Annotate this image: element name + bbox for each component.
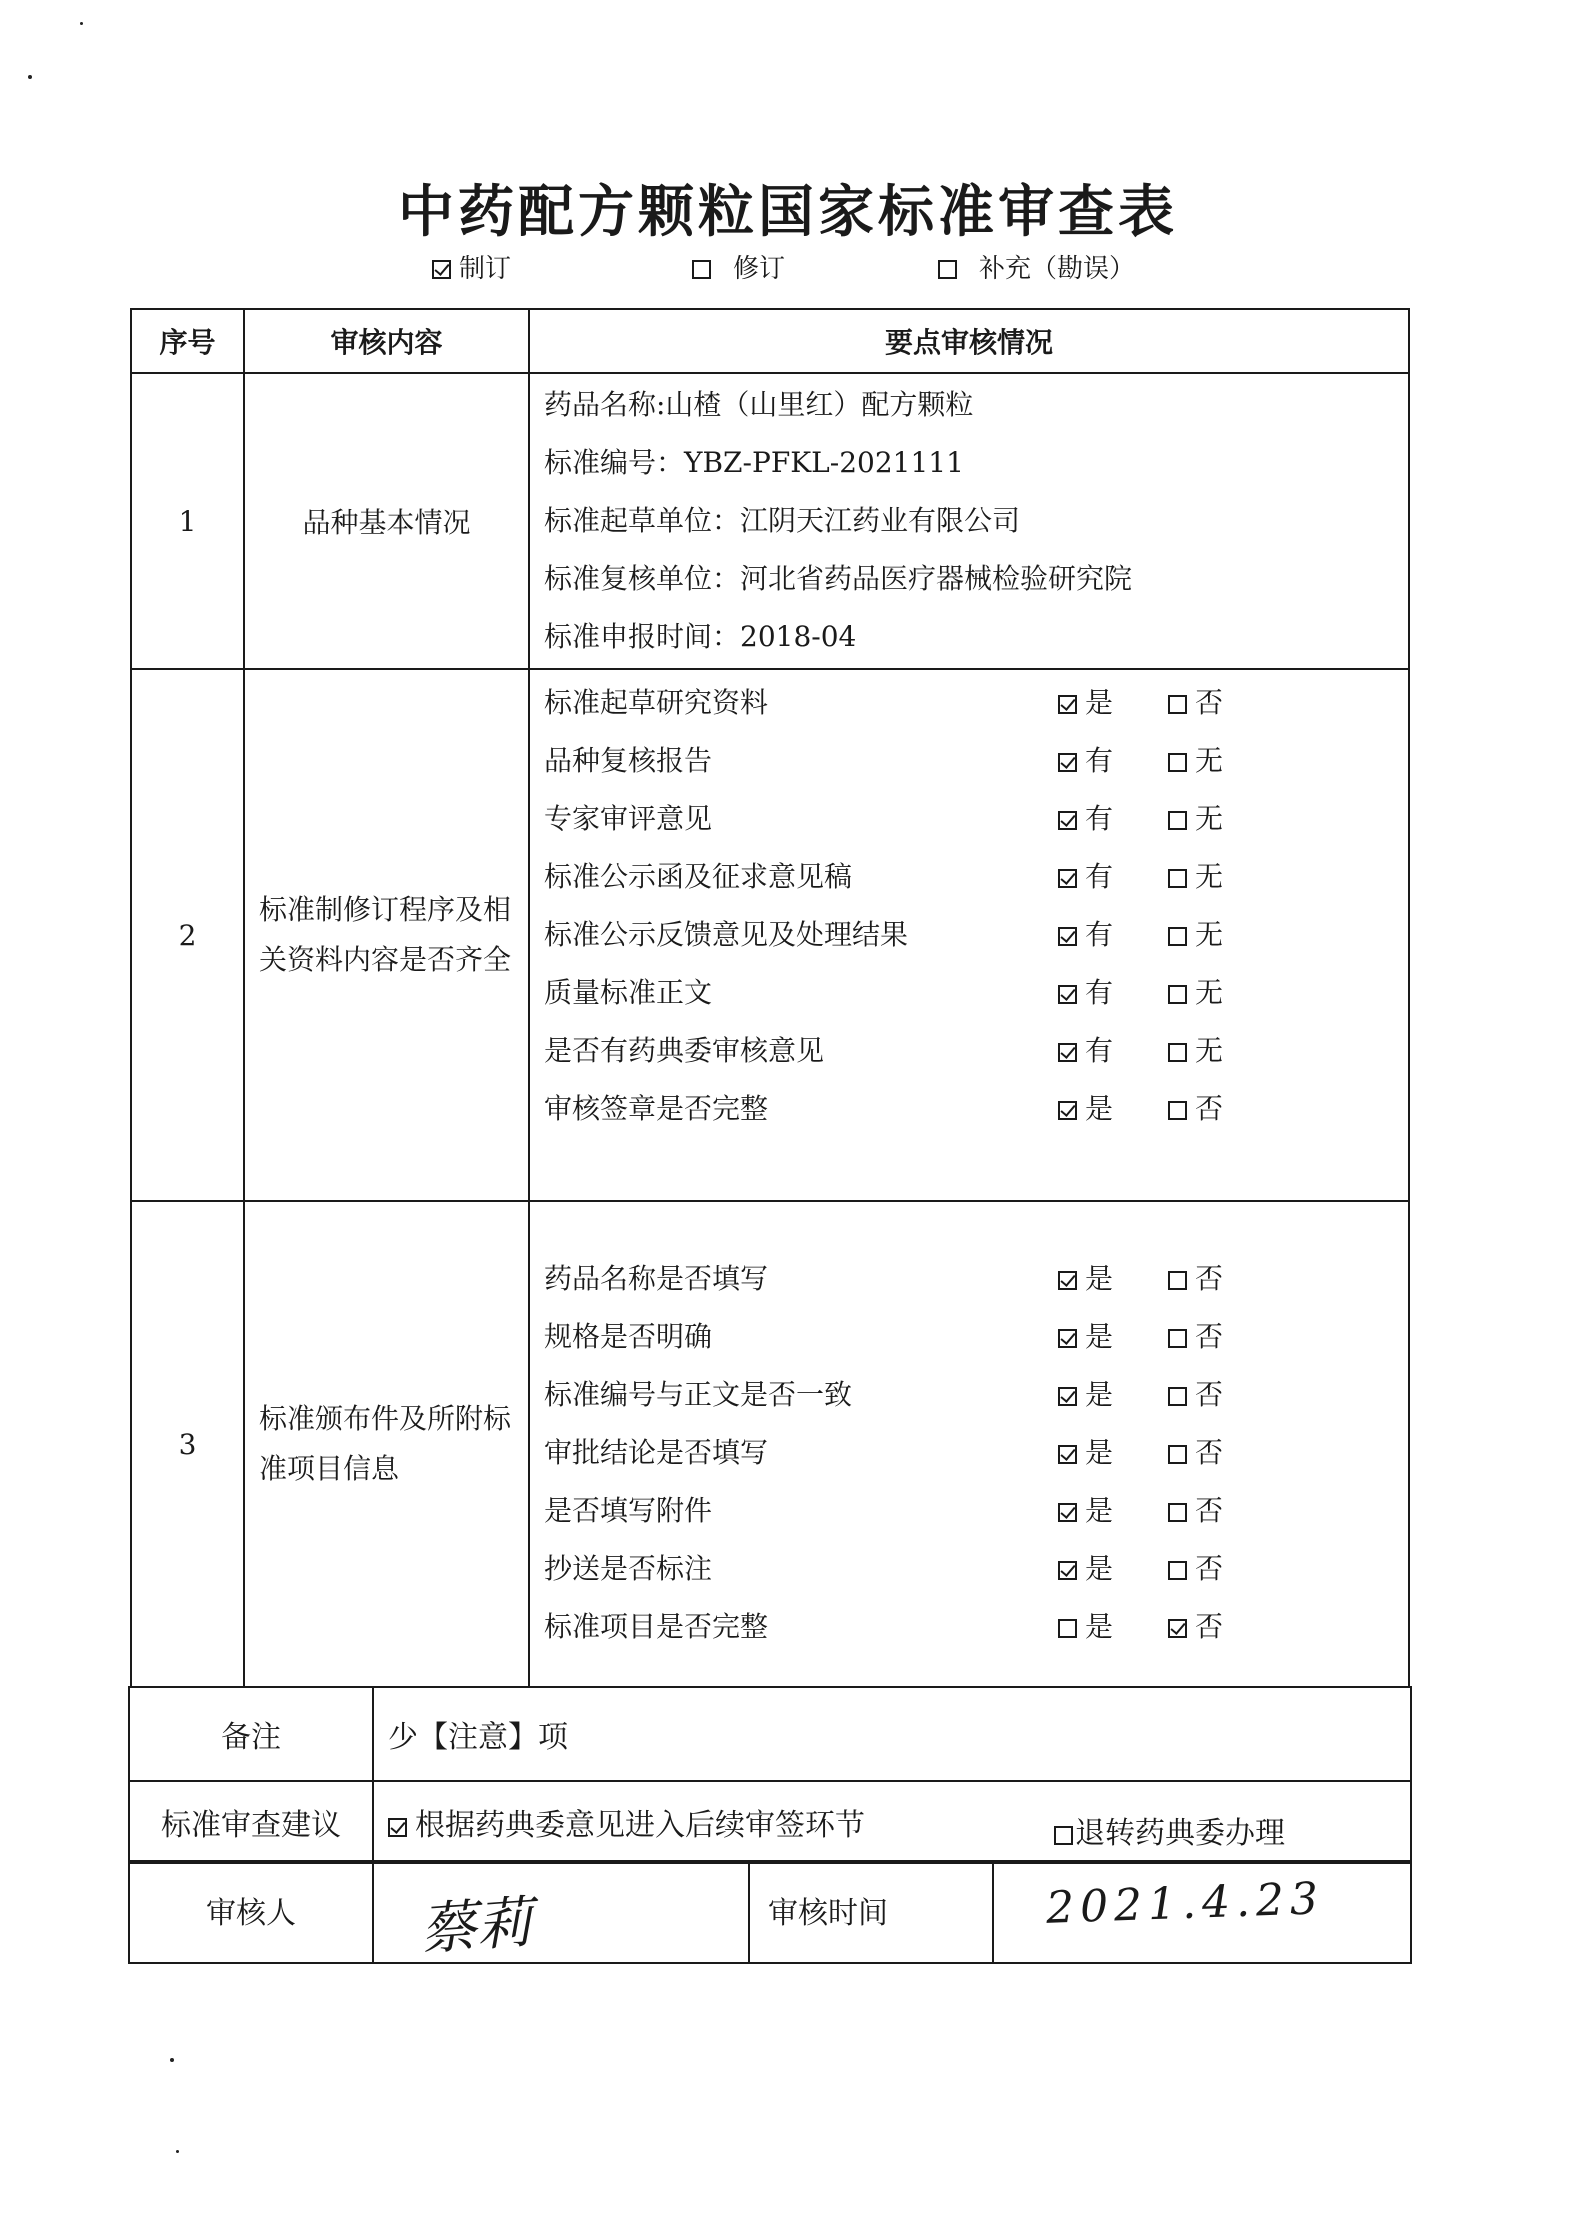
checklist-item	[530, 1482, 1408, 1540]
option-no[interactable]	[1168, 848, 1223, 906]
remarks-table	[128, 1686, 1412, 1864]
checklist-item-label: 品种复核报告	[544, 744, 713, 777]
recommendation-options	[373, 1781, 1411, 1863]
remarks-value: 少【注意】项	[373, 1687, 1411, 1781]
option-no[interactable]	[1168, 906, 1223, 964]
option-label: 无	[1195, 802, 1224, 835]
checklist-item	[530, 1250, 1408, 1308]
option-no[interactable]	[1168, 1250, 1223, 1308]
checkbox-empty-icon	[1168, 753, 1187, 772]
option-label: 是	[1085, 1436, 1114, 1469]
option-label: 是	[1085, 1552, 1114, 1585]
checklist	[530, 670, 1408, 1138]
checklist-item	[530, 1080, 1408, 1138]
checkbox-checked-icon	[1058, 927, 1077, 946]
checklist-item	[530, 732, 1408, 790]
checkbox-checked-icon	[1058, 1561, 1077, 1580]
option-label: 否	[1195, 1262, 1224, 1295]
checkbox-empty-icon	[1168, 985, 1187, 1004]
checklist-item	[530, 1424, 1408, 1482]
option-label: 有	[1085, 918, 1114, 951]
option-label: 是	[1085, 1610, 1114, 1643]
checklist-item-label: 标准编号与正文是否一致	[544, 1378, 853, 1411]
submission-time: 标准申报时间：2018-04	[544, 620, 857, 653]
checkbox-checked-icon	[1058, 1271, 1077, 1290]
scan-speck	[176, 2150, 179, 2153]
checkbox-checked-icon	[1058, 695, 1077, 714]
reviewer-signature-cell	[373, 1861, 749, 1963]
checklist-item-label: 质量标准正文	[544, 976, 713, 1009]
checklist-cell	[529, 669, 1409, 1201]
option-label: 无	[1195, 860, 1224, 893]
checklist-item	[530, 848, 1408, 906]
option-no[interactable]	[1168, 1308, 1223, 1366]
option-label: 根据药典委意见进入后续审签环节	[415, 1808, 865, 1843]
checkbox-checked-icon	[1058, 1387, 1077, 1406]
option-yes[interactable]	[1058, 1598, 1113, 1656]
checkbox-checked-icon	[1058, 753, 1077, 772]
option-yes[interactable]	[1058, 1424, 1113, 1482]
option-label: 是	[1085, 1494, 1114, 1527]
checklist-item-label: 标准公示反馈意见及处理结果	[544, 918, 909, 951]
page-title: 中药配方颗粒国家标准审查表	[398, 180, 1178, 245]
scan-speck	[170, 2058, 174, 2062]
option-label: 是	[1085, 1378, 1114, 1411]
option-yes[interactable]	[1058, 906, 1113, 964]
header-status: 要点审核情况	[529, 309, 1409, 373]
form-type-revise-new[interactable]	[432, 248, 511, 285]
option-no[interactable]	[1168, 732, 1223, 790]
recommendation-option-return[interactable]	[1054, 1808, 1285, 1852]
checkbox-checked-icon	[1058, 1329, 1077, 1348]
option-yes[interactable]	[1058, 964, 1113, 1022]
basic-info-cell	[529, 373, 1409, 669]
checklist-item	[530, 790, 1408, 848]
checklist-item-label: 是否填写附件	[544, 1494, 713, 1527]
header-content: 审核内容	[244, 309, 529, 373]
option-label: 无	[1195, 976, 1224, 1009]
checklist-item	[530, 1366, 1408, 1424]
option-no[interactable]	[1168, 790, 1223, 848]
checklist-item-label: 审批结论是否填写	[544, 1436, 769, 1469]
option-label: 否	[1195, 1436, 1224, 1469]
checklist-item	[530, 1598, 1408, 1656]
checkbox-checked-icon	[1058, 985, 1077, 1004]
review-time-cell	[993, 1861, 1411, 1963]
option-yes[interactable]	[1058, 1482, 1113, 1540]
option-label: 有	[1085, 1034, 1114, 1067]
option-label: 无	[1195, 744, 1224, 777]
option-no[interactable]	[1168, 1540, 1223, 1598]
table-row	[131, 373, 1409, 669]
option-yes[interactable]	[1058, 674, 1113, 732]
drafting-unit: 标准起草单位：江阴天江药业有限公司	[544, 504, 1021, 537]
reviewer-signature: 蔡莉	[418, 1890, 535, 1963]
review-time-label: 审核时间	[749, 1861, 993, 1963]
checklist-item	[530, 1022, 1408, 1080]
option-yes[interactable]	[1058, 1250, 1113, 1308]
checklist-item	[530, 1540, 1408, 1598]
review-table	[130, 308, 1410, 1688]
checklist-item	[530, 964, 1408, 1022]
option-no[interactable]	[1168, 1080, 1223, 1138]
checklist-item-label: 规格是否明确	[544, 1320, 713, 1353]
recommendation-label: 标准审查建议	[129, 1781, 373, 1863]
review-unit: 标准复核单位：河北省药品医疗器械检验研究院	[544, 562, 1133, 595]
option-label: 是	[1085, 686, 1114, 719]
header-num: 序号	[131, 309, 244, 373]
option-yes[interactable]	[1058, 1366, 1113, 1424]
checkbox-empty-icon	[1168, 1043, 1187, 1062]
option-no[interactable]	[1168, 1424, 1223, 1482]
scan-speck	[80, 22, 83, 25]
checklist-cell	[529, 1201, 1409, 1687]
table-row	[131, 1201, 1409, 1687]
option-label: 否	[1195, 1610, 1224, 1643]
option-label: 是	[1085, 1092, 1114, 1125]
option-label: 退转药典委办理	[1075, 1816, 1285, 1851]
checkbox-empty-icon	[1168, 1387, 1187, 1406]
review-time-value: 2021.4.23	[1045, 1873, 1325, 1934]
review-content: 标准制修订程序及相关资料内容是否齐全	[244, 669, 529, 1201]
checklist-item	[530, 906, 1408, 964]
signature-table	[128, 1860, 1412, 1964]
standard-number: 标准编号：YBZ-PFKL-2021111	[544, 446, 964, 479]
checklist	[530, 1232, 1408, 1656]
scan-speck	[28, 75, 32, 79]
option-label: 无	[1195, 918, 1224, 951]
checklist-item	[530, 674, 1408, 732]
option-no[interactable]	[1168, 674, 1223, 732]
option-yes[interactable]	[1058, 1308, 1113, 1366]
checkbox-checked-icon	[1058, 1101, 1077, 1120]
row-number: 3	[131, 1201, 244, 1687]
row-number: 1	[131, 373, 244, 669]
checkbox-checked-icon	[1058, 869, 1077, 888]
checkbox-checked-icon	[1058, 1445, 1077, 1464]
checkbox-empty-icon	[1054, 1826, 1073, 1845]
checklist-item-label: 标准公示函及征求意见稿	[544, 860, 853, 893]
table-row	[131, 669, 1409, 1201]
checklist-item-label: 专家审评意见	[544, 802, 713, 835]
option-label: 有	[1085, 802, 1114, 835]
form-type-supplement[interactable]	[938, 248, 1135, 285]
option-yes[interactable]	[1058, 1540, 1113, 1598]
option-yes[interactable]	[1058, 848, 1113, 906]
drug-name: 药品名称:山楂（山里红）配方颗粒	[544, 388, 974, 421]
checklist-item	[530, 1308, 1408, 1366]
option-label: 否	[1195, 1092, 1224, 1125]
option-label: 有	[1085, 976, 1114, 1009]
checkbox-empty-icon	[1168, 811, 1187, 830]
checkbox-checked-icon	[1058, 811, 1077, 830]
option-yes[interactable]	[1058, 790, 1113, 848]
option-label: 有	[1085, 744, 1114, 777]
checkbox-empty-icon	[1168, 1561, 1187, 1580]
checkbox-empty-icon	[1168, 1271, 1187, 1290]
recommendation-option-continue[interactable]	[388, 1808, 865, 1843]
option-label: 否	[1195, 1320, 1224, 1353]
checkbox-checked-icon	[432, 260, 451, 279]
option-label: 否	[1195, 1378, 1224, 1411]
checkbox-checked-icon	[1058, 1503, 1077, 1522]
checkbox-empty-icon	[692, 260, 711, 279]
checklist-item-label: 审核签章是否完整	[544, 1092, 769, 1125]
option-label: 否	[1195, 1552, 1224, 1585]
option-label: 否	[1195, 1494, 1224, 1527]
option-label: 是	[1085, 1262, 1114, 1295]
option-no[interactable]	[1168, 1366, 1223, 1424]
checkbox-checked-icon	[1168, 1619, 1187, 1638]
checkbox-empty-icon	[1168, 1503, 1187, 1522]
reviewer-label: 审核人	[129, 1861, 373, 1963]
checkbox-empty-icon	[1168, 1329, 1187, 1348]
option-label: 有	[1085, 860, 1114, 893]
option-no[interactable]	[1168, 964, 1223, 1022]
checklist-item-label: 抄送是否标注	[544, 1552, 713, 1585]
checklist-item-label: 标准起草研究资料	[544, 686, 769, 719]
option-label: 否	[1195, 686, 1224, 719]
checkbox-empty-icon	[1168, 1101, 1187, 1120]
checklist-item-label: 标准项目是否完整	[544, 1610, 769, 1643]
option-yes[interactable]	[1058, 732, 1113, 790]
form-type-label: 补充（勘误）	[979, 254, 1136, 284]
checklist-item-label: 是否有药典委审核意见	[544, 1034, 825, 1067]
checkbox-empty-icon	[1168, 927, 1187, 946]
option-no[interactable]	[1168, 1022, 1223, 1080]
checkbox-empty-icon	[1168, 1445, 1187, 1464]
review-content: 标准颁布件及所附标准项目信息	[244, 1201, 529, 1687]
option-label: 是	[1085, 1320, 1114, 1353]
option-label: 无	[1195, 1034, 1224, 1067]
option-yes[interactable]	[1058, 1080, 1113, 1138]
checkbox-empty-icon	[1168, 869, 1187, 888]
checkbox-checked-icon	[388, 1818, 407, 1837]
form-type-label: 修订	[733, 254, 786, 284]
checkbox-empty-icon	[1058, 1619, 1077, 1638]
form-type-label: 制订	[459, 254, 512, 284]
checklist-item-label: 药品名称是否填写	[544, 1262, 769, 1295]
row-number: 2	[131, 669, 244, 1201]
checkbox-empty-icon	[938, 260, 957, 279]
review-content: 品种基本情况	[244, 373, 529, 669]
remarks-label: 备注	[129, 1687, 373, 1781]
option-no[interactable]	[1168, 1598, 1223, 1656]
option-no[interactable]	[1168, 1482, 1223, 1540]
checkbox-checked-icon	[1058, 1043, 1077, 1062]
form-type-revise[interactable]	[692, 248, 785, 285]
option-yes[interactable]	[1058, 1022, 1113, 1080]
checkbox-empty-icon	[1168, 695, 1187, 714]
